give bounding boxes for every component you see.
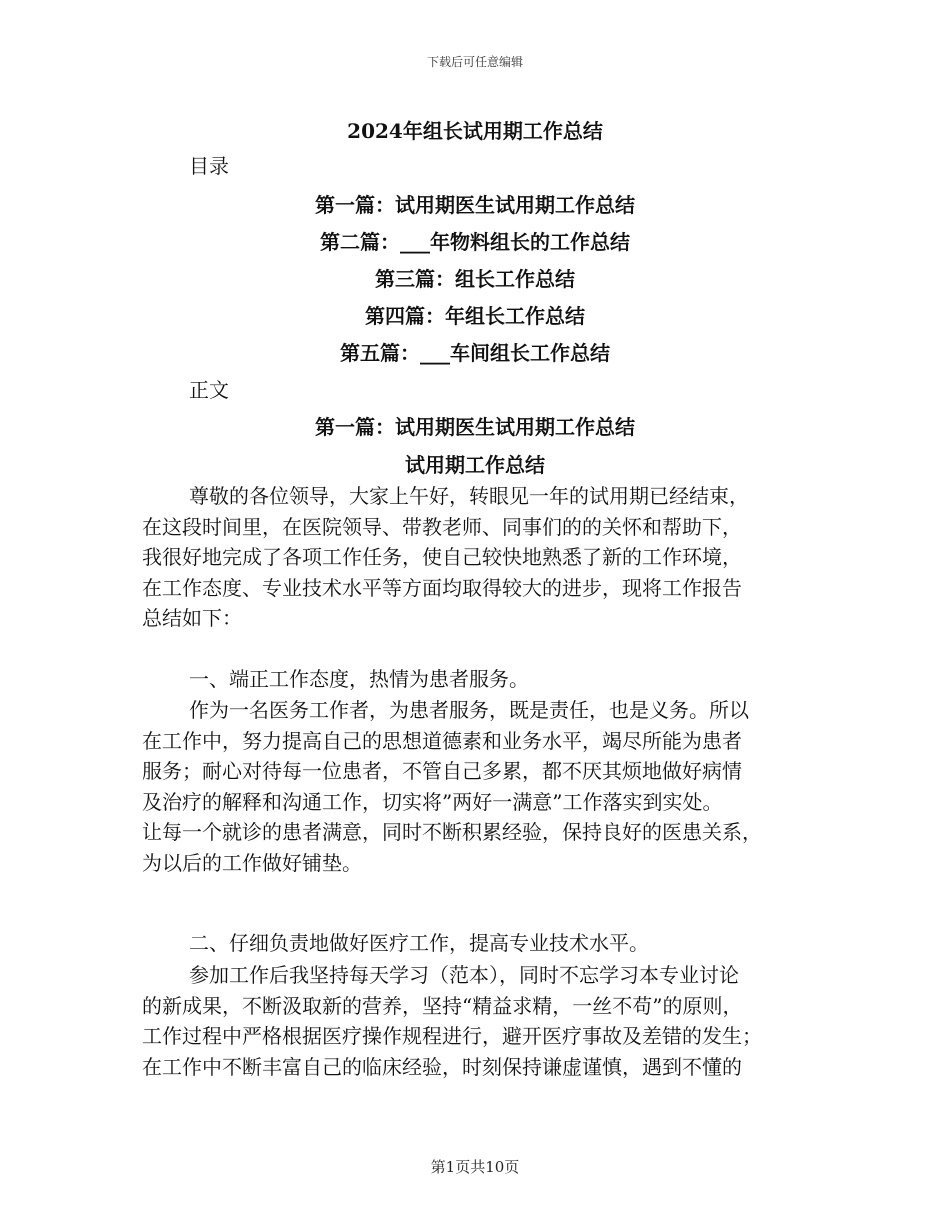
text-line: 及治疗的解释和沟通工作，切实将”两好一满意”工作落实到实处。 — [142, 789, 723, 814]
chapter-title: 第一篇：试用期医生试用期工作总结 — [315, 415, 635, 439]
text-line: 让每一个就诊的患者满意，同时不断积累经验，保持良好的医患关系， — [142, 820, 762, 844]
text-line: 的新成果，不断汲取新的营养，坚持“精益求精，一丝不苟”的原则， — [142, 993, 743, 1018]
heading-two — [142, 928, 822, 959]
paragraph-attitude — [142, 695, 822, 878]
page-number-footer: 第1页共10页 — [430, 1158, 520, 1176]
text-line: 在工作态度、专业技术水平等方面均取得较大的进步，现将工作报告 — [142, 575, 742, 600]
text-line: 服务；耐心对待每一位患者，不管自己多累，都不厌其烦地做好病情 — [142, 759, 742, 783]
text-line: 在工作中不断丰富自己的临床经验，时刻保持谦虚谨慎，遇到不懂的 — [142, 1054, 742, 1079]
text-line: 二、仔细负责地做好医疗工作，提高专业技术水平。 — [189, 931, 649, 955]
toc-item-4: 第四篇：年组长工作总结 — [365, 304, 585, 328]
toc-item-3: 第三篇：组长工作总结 — [375, 267, 575, 291]
heading-one — [142, 664, 822, 695]
text-line: 我很好地完成了各项工作任务，使自己较快地熟悉了新的工作环境， — [142, 545, 742, 569]
paragraph-technique — [142, 960, 822, 1082]
toc-label: 目录 — [189, 154, 229, 178]
toc-item-2: 第二篇：___年物料组长的工作总结 — [320, 230, 630, 254]
toc-item-1: 第一篇：试用期医生试用期工作总结 — [315, 193, 635, 217]
paragraph-intro — [142, 481, 822, 634]
body-label: 正文 — [189, 378, 229, 402]
toc-item-5: 第五篇：___车间组长工作总结 — [340, 341, 610, 365]
section-title: 试用期工作总结 — [405, 453, 545, 477]
page-header-note: 下载后可任意编辑 — [426, 55, 523, 69]
text-line: 尊敬的各位领导，大家上午好，转眼见一年的试用期已经结束， — [189, 484, 749, 508]
text-line: 作为一名医务工作者，为患者服务，既是责任，也是义务。所以 — [189, 698, 749, 722]
text-line: 为以后的工作做好铺垫。 — [142, 850, 362, 875]
text-line: 在工作中，努力提高自己的思想道德素和业务水平，竭尽所能为患者 — [142, 728, 742, 753]
document-title: 2024年组长试用期工作总结 — [347, 119, 603, 143]
text-line: 总结如下： — [142, 606, 242, 630]
text-line: 在这段时间里，在医院领导、带教老师、同事们的的关怀和帮助下， — [142, 514, 742, 539]
text-line: 参加工作后我坚持每天学习（范本），同时不忘学习本专业讨论 — [189, 963, 739, 987]
text-line: 工作过程中严格根据医疗操作规程进行，避开医疗事故及差错的发生； — [142, 1024, 762, 1048]
text-line: 一、端正工作态度，热情为患者服务。 — [189, 667, 529, 691]
